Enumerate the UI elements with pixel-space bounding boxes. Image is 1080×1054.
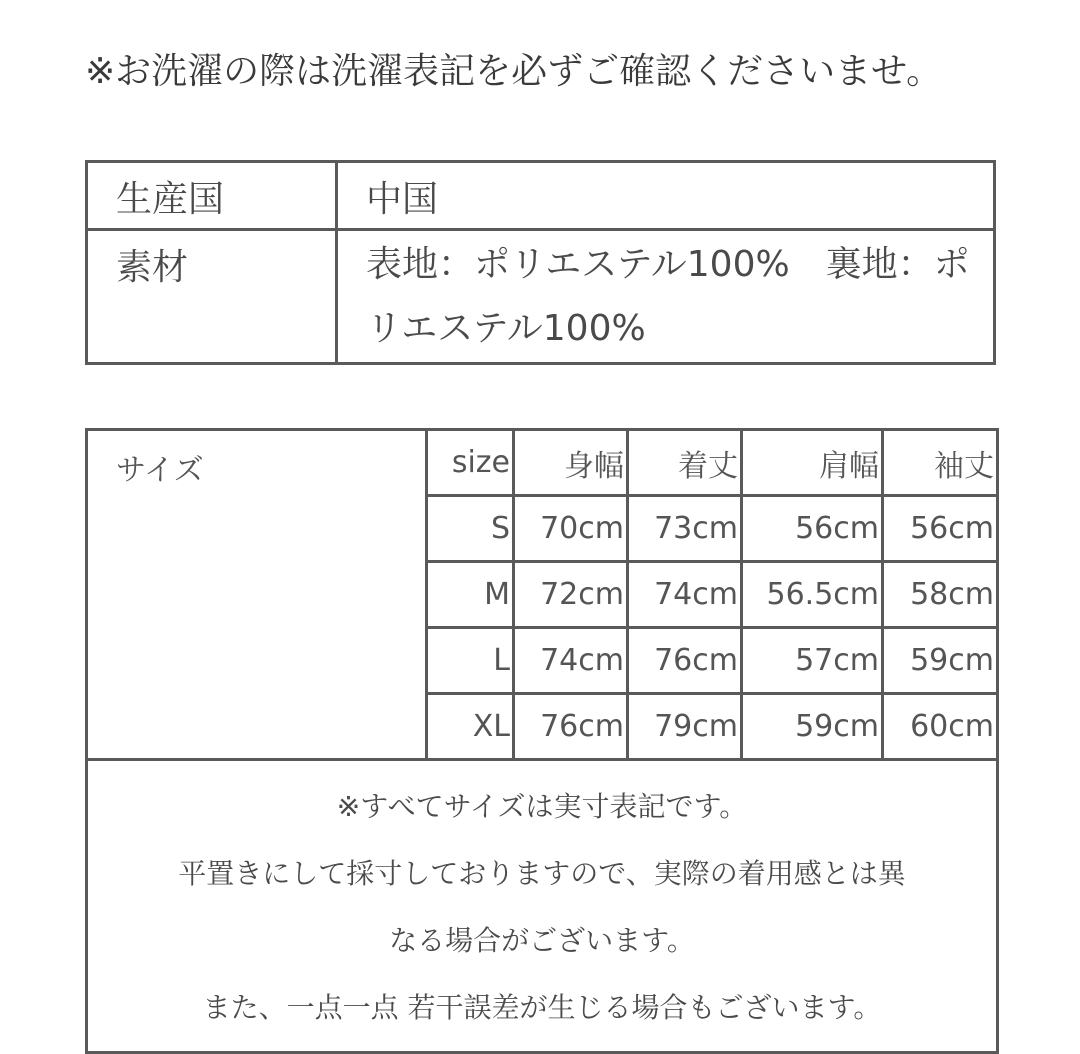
- body-width-cell: 74cm: [514, 628, 628, 694]
- note-line: ※すべてサイズは実寸表記です。: [336, 790, 748, 823]
- body-width-cell: 76cm: [514, 694, 628, 760]
- washing-notice: ※お洗濯の際は洗濯表記を必ずご確認くださいませ。: [85, 51, 943, 92]
- body-width-cell: 70cm: [514, 496, 628, 562]
- note-line: 平置きにして採寸しておりますので、実際の着用感とは異: [178, 857, 906, 890]
- length-cell: 79cm: [628, 694, 742, 760]
- info-key-country: 生産国: [87, 162, 337, 230]
- header-body-width: 身幅: [514, 430, 628, 496]
- shoulder-width-cell: 56cm: [742, 496, 883, 562]
- sleeve-length-cell: 56cm: [883, 496, 998, 562]
- size-cell: L: [427, 628, 514, 694]
- info-row-country: [87, 162, 995, 230]
- size-cell: S: [427, 496, 514, 562]
- size-cell: M: [427, 562, 514, 628]
- size-header-row: [87, 430, 998, 496]
- header-shoulder-width: 肩幅: [742, 430, 883, 496]
- info-value-material-cell: [337, 230, 995, 364]
- header-sleeve-length: 袖丈: [883, 430, 998, 496]
- product-info-table: [85, 160, 996, 365]
- header-size: size: [427, 430, 514, 496]
- sleeve-length-cell: 60cm: [883, 694, 998, 760]
- size-notes: [87, 760, 998, 1053]
- note-line: また、一点一点 若干誤差が生じる場合もございます。: [202, 991, 882, 1024]
- shoulder-width-cell: 57cm: [742, 628, 883, 694]
- note-line: なる場合がございます。: [389, 924, 695, 957]
- sleeve-length-cell: 58cm: [883, 562, 998, 628]
- info-value-material: 表地：ポリエステル100% 裏地：ポリエステル100%: [366, 244, 970, 349]
- info-key-material: 素材: [87, 230, 337, 364]
- header-length: 着丈: [628, 430, 742, 496]
- size-cell: XL: [427, 694, 514, 760]
- info-row-material: [87, 230, 995, 364]
- size-notes-row: [87, 760, 998, 1053]
- length-cell: 73cm: [628, 496, 742, 562]
- size-chart-table: [85, 428, 999, 1054]
- size-label: サイズ: [87, 430, 427, 760]
- info-value-country: 中国: [337, 162, 995, 230]
- shoulder-width-cell: 56.5cm: [742, 562, 883, 628]
- sleeve-length-cell: 59cm: [883, 628, 998, 694]
- body-width-cell: 72cm: [514, 562, 628, 628]
- length-cell: 74cm: [628, 562, 742, 628]
- shoulder-width-cell: 59cm: [742, 694, 883, 760]
- length-cell: 76cm: [628, 628, 742, 694]
